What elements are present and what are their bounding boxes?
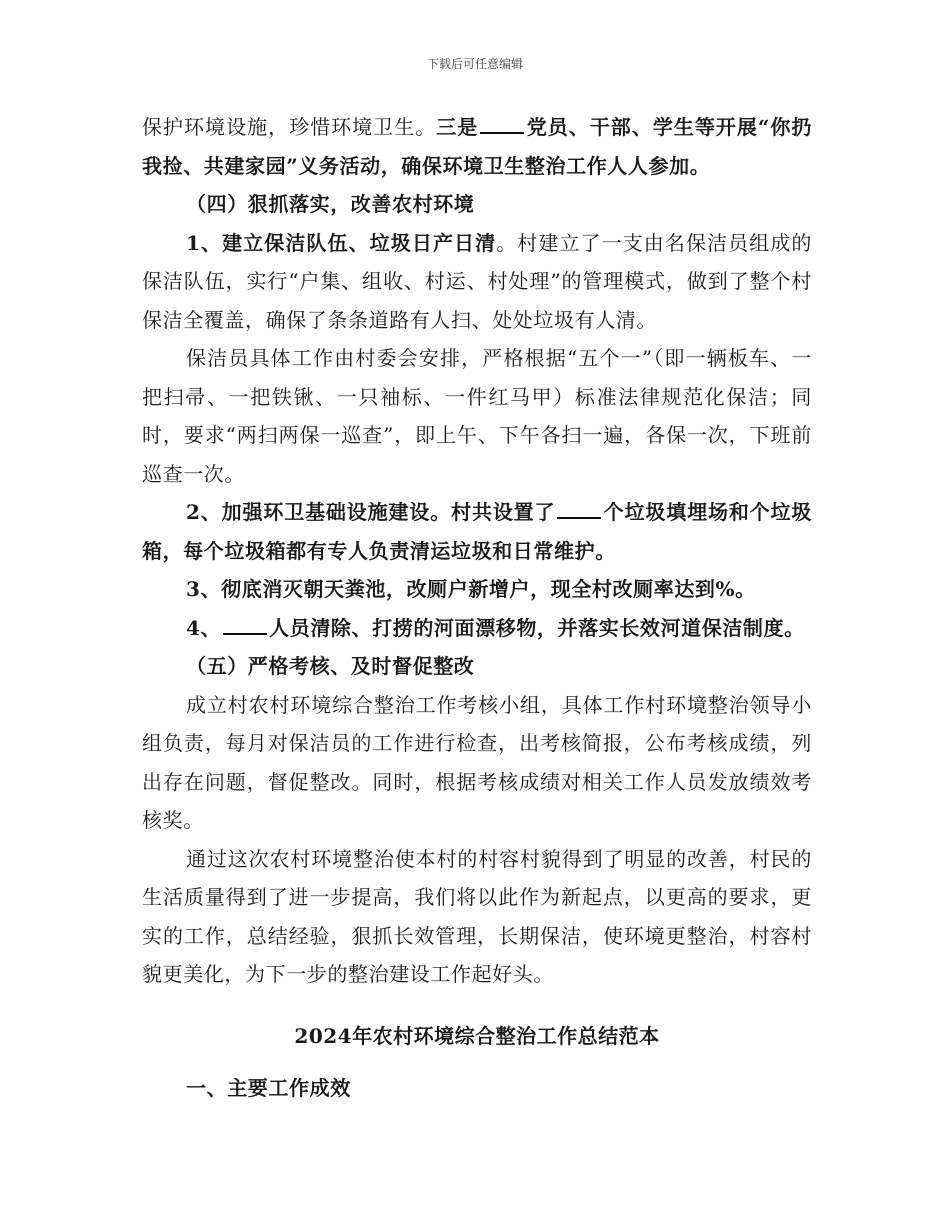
paragraph-4 <box>142 493 812 570</box>
document-title: 2024年农村环境综合整治工作总结范本 <box>294 1023 660 1048</box>
paragraph-2-text: 。村建立了一支由名保洁员组成的保洁队伍，实行“户集、组收、村运、村处理”的管理模式，做到了整个村保洁全覆盖，确保了条条道路有人扫、处处垃圾有人清。 <box>142 230 812 332</box>
heading-5: （五）严格考核、及时督促整改 <box>186 654 475 678</box>
paragraph-1 <box>142 108 812 185</box>
fill-blank <box>557 499 601 519</box>
paragraph-2 <box>142 224 812 340</box>
fill-blank <box>223 615 267 635</box>
paragraph-4-rest: 个垃圾填埋场和个垃圾箱，每个垃圾箱都有专人负责清运垃圾和日常维护。 <box>142 500 813 563</box>
paragraph-4-lead: 2、加强环卫基础设施建设。村共设置了 <box>186 500 556 524</box>
paragraph-6-rest: 人员清除、打捞的河面漂移物，并落实长效河道保洁制度。 <box>269 615 805 640</box>
paragraph-1-rest: 党员、干部、学生等开展“你扔我捡、共建家园”义务活动，确保环境卫生整治工作人人参加。 <box>142 115 813 178</box>
paragraph-6-lead: 4、 <box>186 615 222 640</box>
section-heading-1: 一、主要工作成效 <box>186 1075 351 1100</box>
fill-blank <box>480 114 524 134</box>
paragraph-5: 3、彻底消灭朝天粪池，改厕户新增户，现全村改厕率达到%。 <box>186 577 756 601</box>
paragraph-1-text: 保护环境设施，珍惜环境卫生。 <box>142 115 437 139</box>
paragraph-3: 保洁员具体工作由村委会安排，严格根据“五个一”（即一辆板车、一把扫帚、一把铁锹、一只袖标、一件红马甲）标准法律规范化保洁；同时，要求“两扫两保一巡查”，即上午、下午各扫一遍，各保一次，下班前巡查一次。 <box>142 346 812 486</box>
heading-4: （四）狠抓落实，改善农村环境 <box>186 192 475 216</box>
page-header: 下载后可任意编辑 <box>426 57 523 71</box>
paragraph-7: 成立村农村环境综合整治工作考核小组，具体工作村环境整治领导小组负责，每月对保洁员的工作进行检查，出考核简报，公布考核成绩，列出存在问题，督促整改。同时，根据考核成绩对相关工作人员发放绩效考核奖。 <box>142 692 812 832</box>
paragraph-2-lead: 1、建立保洁队伍、垃圾日产日清 <box>186 230 497 255</box>
paragraph-8: 通过这次农村环境整治使本村的村容村貌得到了明显的改善，村民的生活质量得到了进一步提高，我们将以此作为新起点，以更高的要求，更实的工作，总结经验，狠抓长效管理，长期保洁，使环境更整治，村容村貌更美化，为下一步的整治建设工作起好头。 <box>142 846 812 986</box>
paragraph-1-lead: 三是 <box>436 115 479 139</box>
document-body <box>142 108 812 1107</box>
paragraph-6 <box>142 609 812 648</box>
